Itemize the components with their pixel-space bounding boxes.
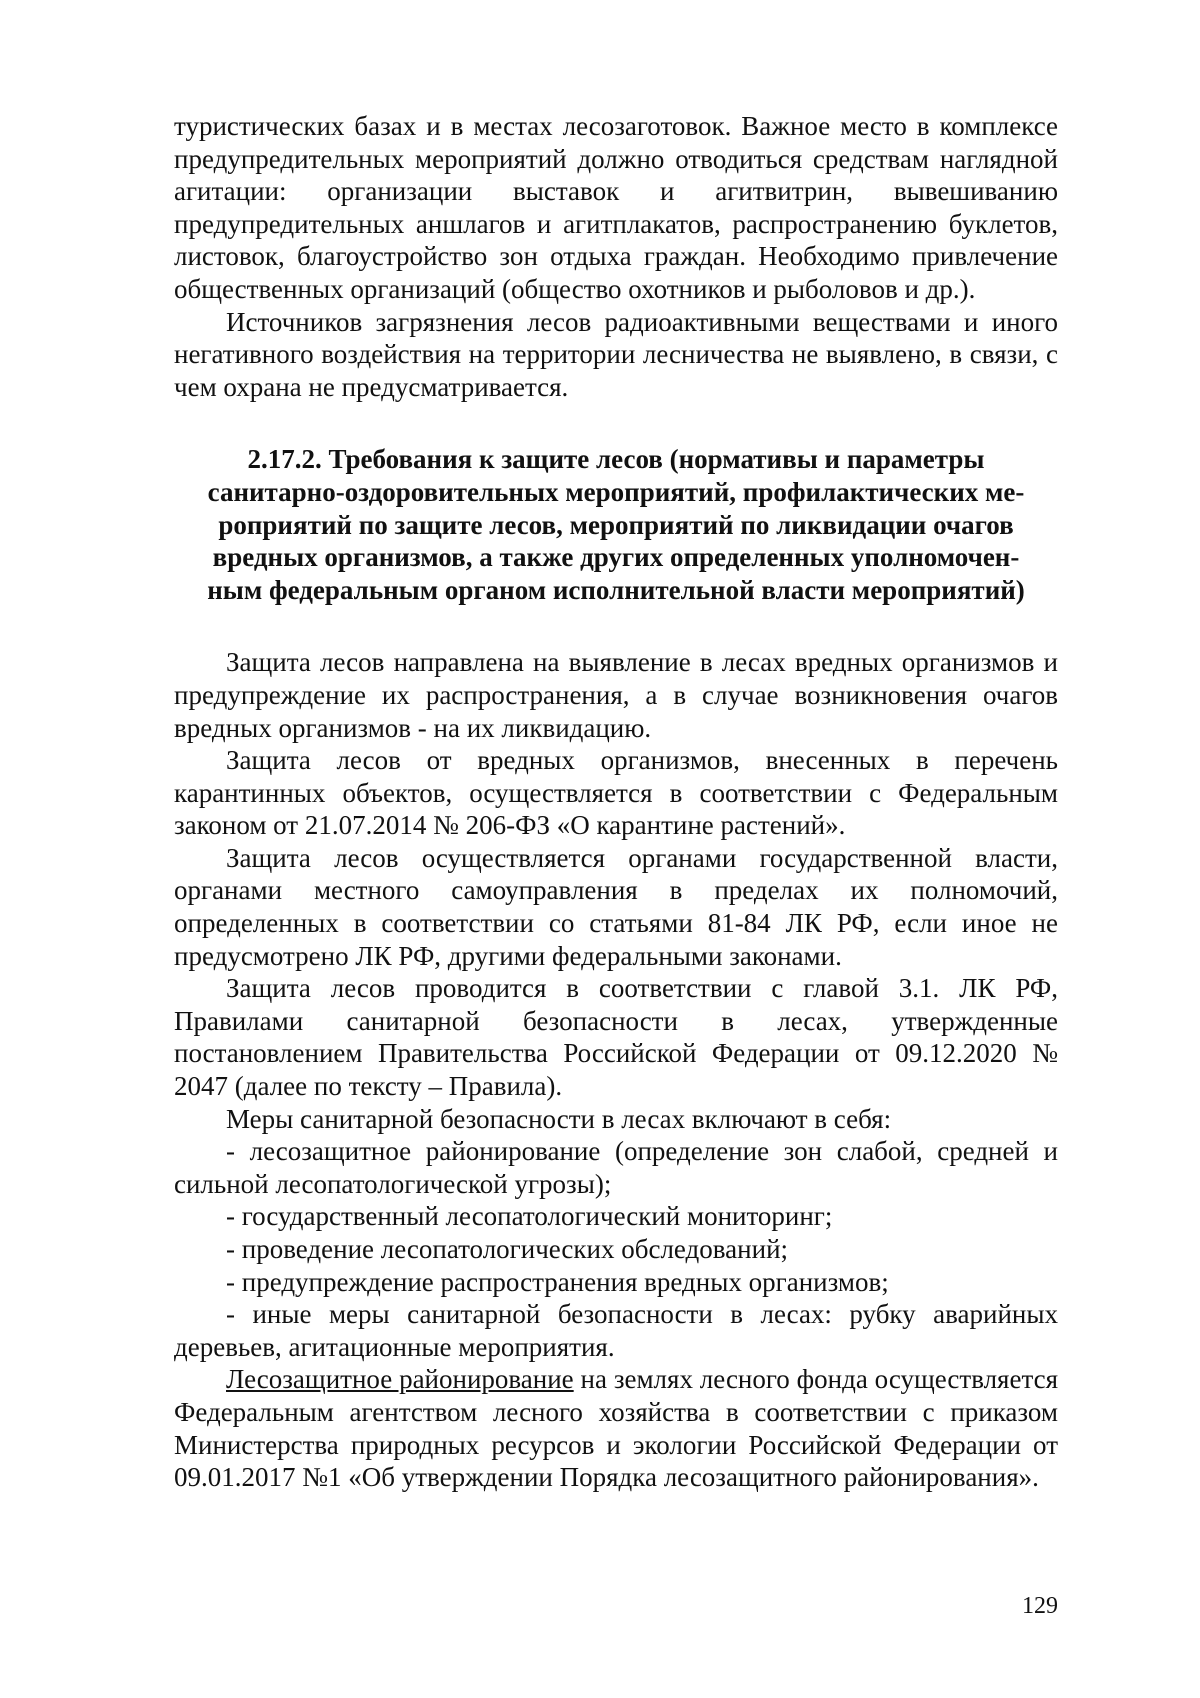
paragraph-zoning-authority xyxy=(174,1363,1058,1493)
paragraph-authorities: Защита лесов осуществляется органами государственной власти, органами местного самоуправления в пределах их полномочий, определенных в соответствии со статьями 81-84 ЛК РФ, если иное не предусмотрено ЛК РФ, другими федеральными законами. xyxy=(174,842,1058,971)
paragraph-measures-intro: Меры санитарной безопасности в лесах включают в себя: xyxy=(226,1103,892,1134)
list-item-zoning: - лесозащитное районирование (определение зон слабой, средней и сильной лесопатологической угрозы); xyxy=(174,1136,1058,1199)
page-content xyxy=(174,110,1058,1494)
paragraph-rules: Защита лесов проводится в соответствии с главой 3.1. ЛК РФ, Правилами санитарной безопасности в лесах, утвержденные постановлением Правительства Российской Федерации от 09.12.2020 № 2047 (далее по тексту – Правила). xyxy=(174,973,1058,1102)
list-item-surveys: - проведение лесопатологических обследований; xyxy=(226,1234,789,1264)
section-heading-line: ным федеральным органом исполнительной власти мероприятий) xyxy=(207,574,1025,605)
underlined-term: Лесозащитное районирование xyxy=(226,1364,574,1395)
list-item-prevention: - предупреждение распространения вредных организмов; xyxy=(226,1266,889,1297)
paragraph-forest-protection-purpose: Защита лесов направлена на выявление в лесах вредных организмов и предупреждение их распространения, а в случае возникновения очагов вредных организмов - на их ликвидацию. xyxy=(174,647,1058,743)
paragraph-zoning-rest: на землях лесного фонда осуществляется Федеральным агентством лесного хозяйства в соответствии с приказом Министерства природных ресурсов и экологии Российской Федерации от 09.01.2017 №1 «Об утверждении Порядка лесозащитного районирования». xyxy=(174,1364,1058,1493)
page-number: 129 xyxy=(1022,1593,1058,1619)
paragraph-continuation: туристических базах и в местах лесозаготовок. Важное место в комплексе предупредительных мероприятий должно отводиться средствам наглядной агитации: организации выставок и агитвитрин, вывешиванию предупредительных аншлагов и агитплакатов, распространению буклетов, листовок, благоустройство зон отдыха граждан. Необходимо привлечение общественных организаций (общество охотников и рыболовов и др.). xyxy=(174,111,1058,304)
paragraph-quarantine-law: Защита лесов от вредных организмов, внесенных в перечень карантинных объектов, осуществляется в соответствии с Федеральным законом от 21.07.2014 № 206-ФЗ «О карантине растений». xyxy=(174,745,1058,841)
section-heading-line: роприятий по защите лесов, мероприятий по ликвидации очагов xyxy=(218,509,1014,540)
section-heading-line: 2.17.2. Требования к защите лесов (нормативы и параметры xyxy=(247,444,985,475)
list-item-other-measures: - иные меры санитарной безопасности в лесах: рубку аварийных деревьев, агитационные мероприятия. xyxy=(174,1299,1058,1362)
section-heading-2-17-2 xyxy=(174,443,1058,606)
paragraph-radioactive-sources: Источников загрязнения лесов радиоактивными веществами и иного негативного воздействия на территории лесничества не выявлено, в связи, с чем охрана не предусматривается. xyxy=(174,306,1058,402)
section-heading-line: вредных организмов, а также других определенных уполномочен- xyxy=(212,542,1020,573)
list-item-monitoring: - государственный лесопатологический мониторинг; xyxy=(226,1201,833,1232)
section-heading-line: санитарно-оздоровительных мероприятий, профилактических ме- xyxy=(207,476,1025,507)
